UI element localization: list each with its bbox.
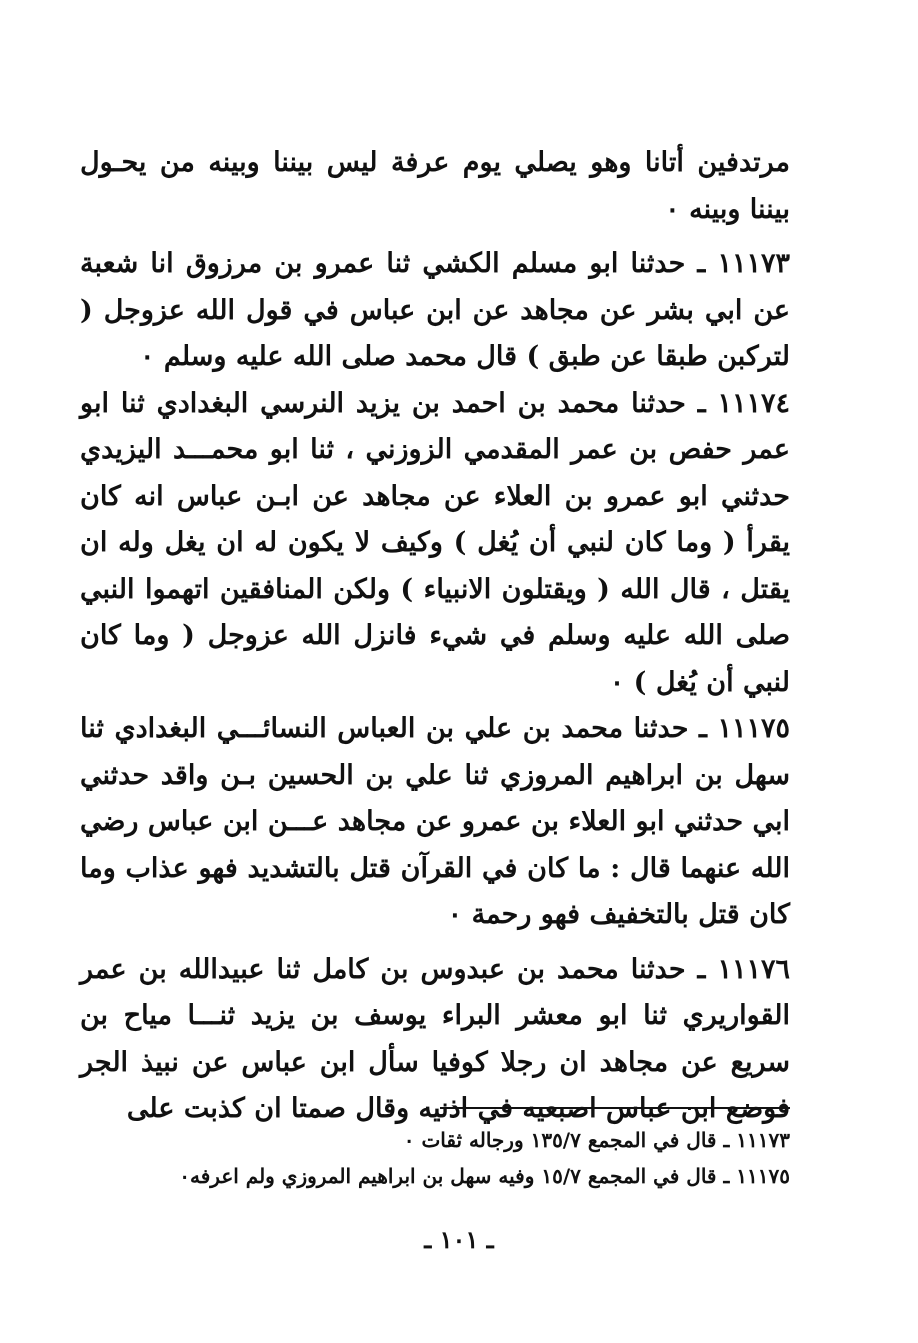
page-number: ـ ١٠١ ـ <box>424 1225 494 1254</box>
paragraph-continuation: مرتدفين أتانا وهو يصلي يوم عرفة ليس بيننا وبينه من يحـول بيننا وبينه ٠ <box>80 147 790 225</box>
main-text <box>80 140 790 1133</box>
hadith-11174: ١١١٧٤ ـ حدثنا محمد بن احمد بن يزيد النرسي البغدادي ثنا ابو عمر حفص بن عمر المقدمي الزوزني ، ثنا ابو محمـــد اليزيدي حدثني ابو عمرو بن العلاء عن مجاهد عن ابـن عباس انه كان يقرأ ( وما كان لنبي أن يُغل ) وكيف لا يكون له ان يغل وله ان يقتل ، قال الله ( ويقتلون الانبياء ) ولكن المنافقين اتهموا النبي صلى الله عليه وسلم في شيء فانزل الله عزوجل ( وما كان لنبي أن يُغل ) ٠ <box>80 387 790 698</box>
hadith-11173: ١١١٧٣ ـ حدثنا ابو مسلم الكشي ثنا عمرو بن مرزوق انا شعبة عن ابي بشر عن مجاهد عن ابن عباس في قول الله عزوجل ( لتركبن طبقا عن طبق ) قال محمد صلى الله عليه وسلم ٠ <box>80 248 790 372</box>
footnotes <box>80 1122 790 1194</box>
footnote-separator <box>440 1107 790 1109</box>
hadith-11176: ١١١٧٦ ـ حدثنا محمد بن عبدوس بن كامل ثنا عبيدالله بن عمر القواريري ثنا ابو معشر البراء يوسف بن يزيد ثنـــا مياح بن سريع عن مجاهد ان رجلا كوفيا سأل ابن عباس عن نبيذ الجر فوضع ابن عباس اصبعيه في اذنيه وقال صمتا ان كذبت على <box>80 953 790 1124</box>
footnote-11173: ١١١٧٣ ـ قال في المجمع ١٣٥/٧ ورجاله ثقات ٠ <box>403 1128 790 1152</box>
footnote-11175: ١١١٧٥ ـ قال في المجمع ١٥/٧ وفيه سهل بن ابراهيم المروزي ولم اعرفه٠ <box>179 1164 790 1188</box>
hadith-11175: ١١١٧٥ ـ حدثنا محمد بن علي بن العباس النسائـــي البغدادي ثنا سهل بن ابراهيم المروزي ثنا علي بن الحسين بـن واقد حدثني ابي حدثني ابو العلاء بن عمرو عن مجاهد عـــن ابن عباس رضي الله عنهما قال : ما كان في القرآن قتل بالتشديد فهو عذاب وما كان قتل بالتخفيف فهو رحمة ٠ <box>80 713 790 930</box>
